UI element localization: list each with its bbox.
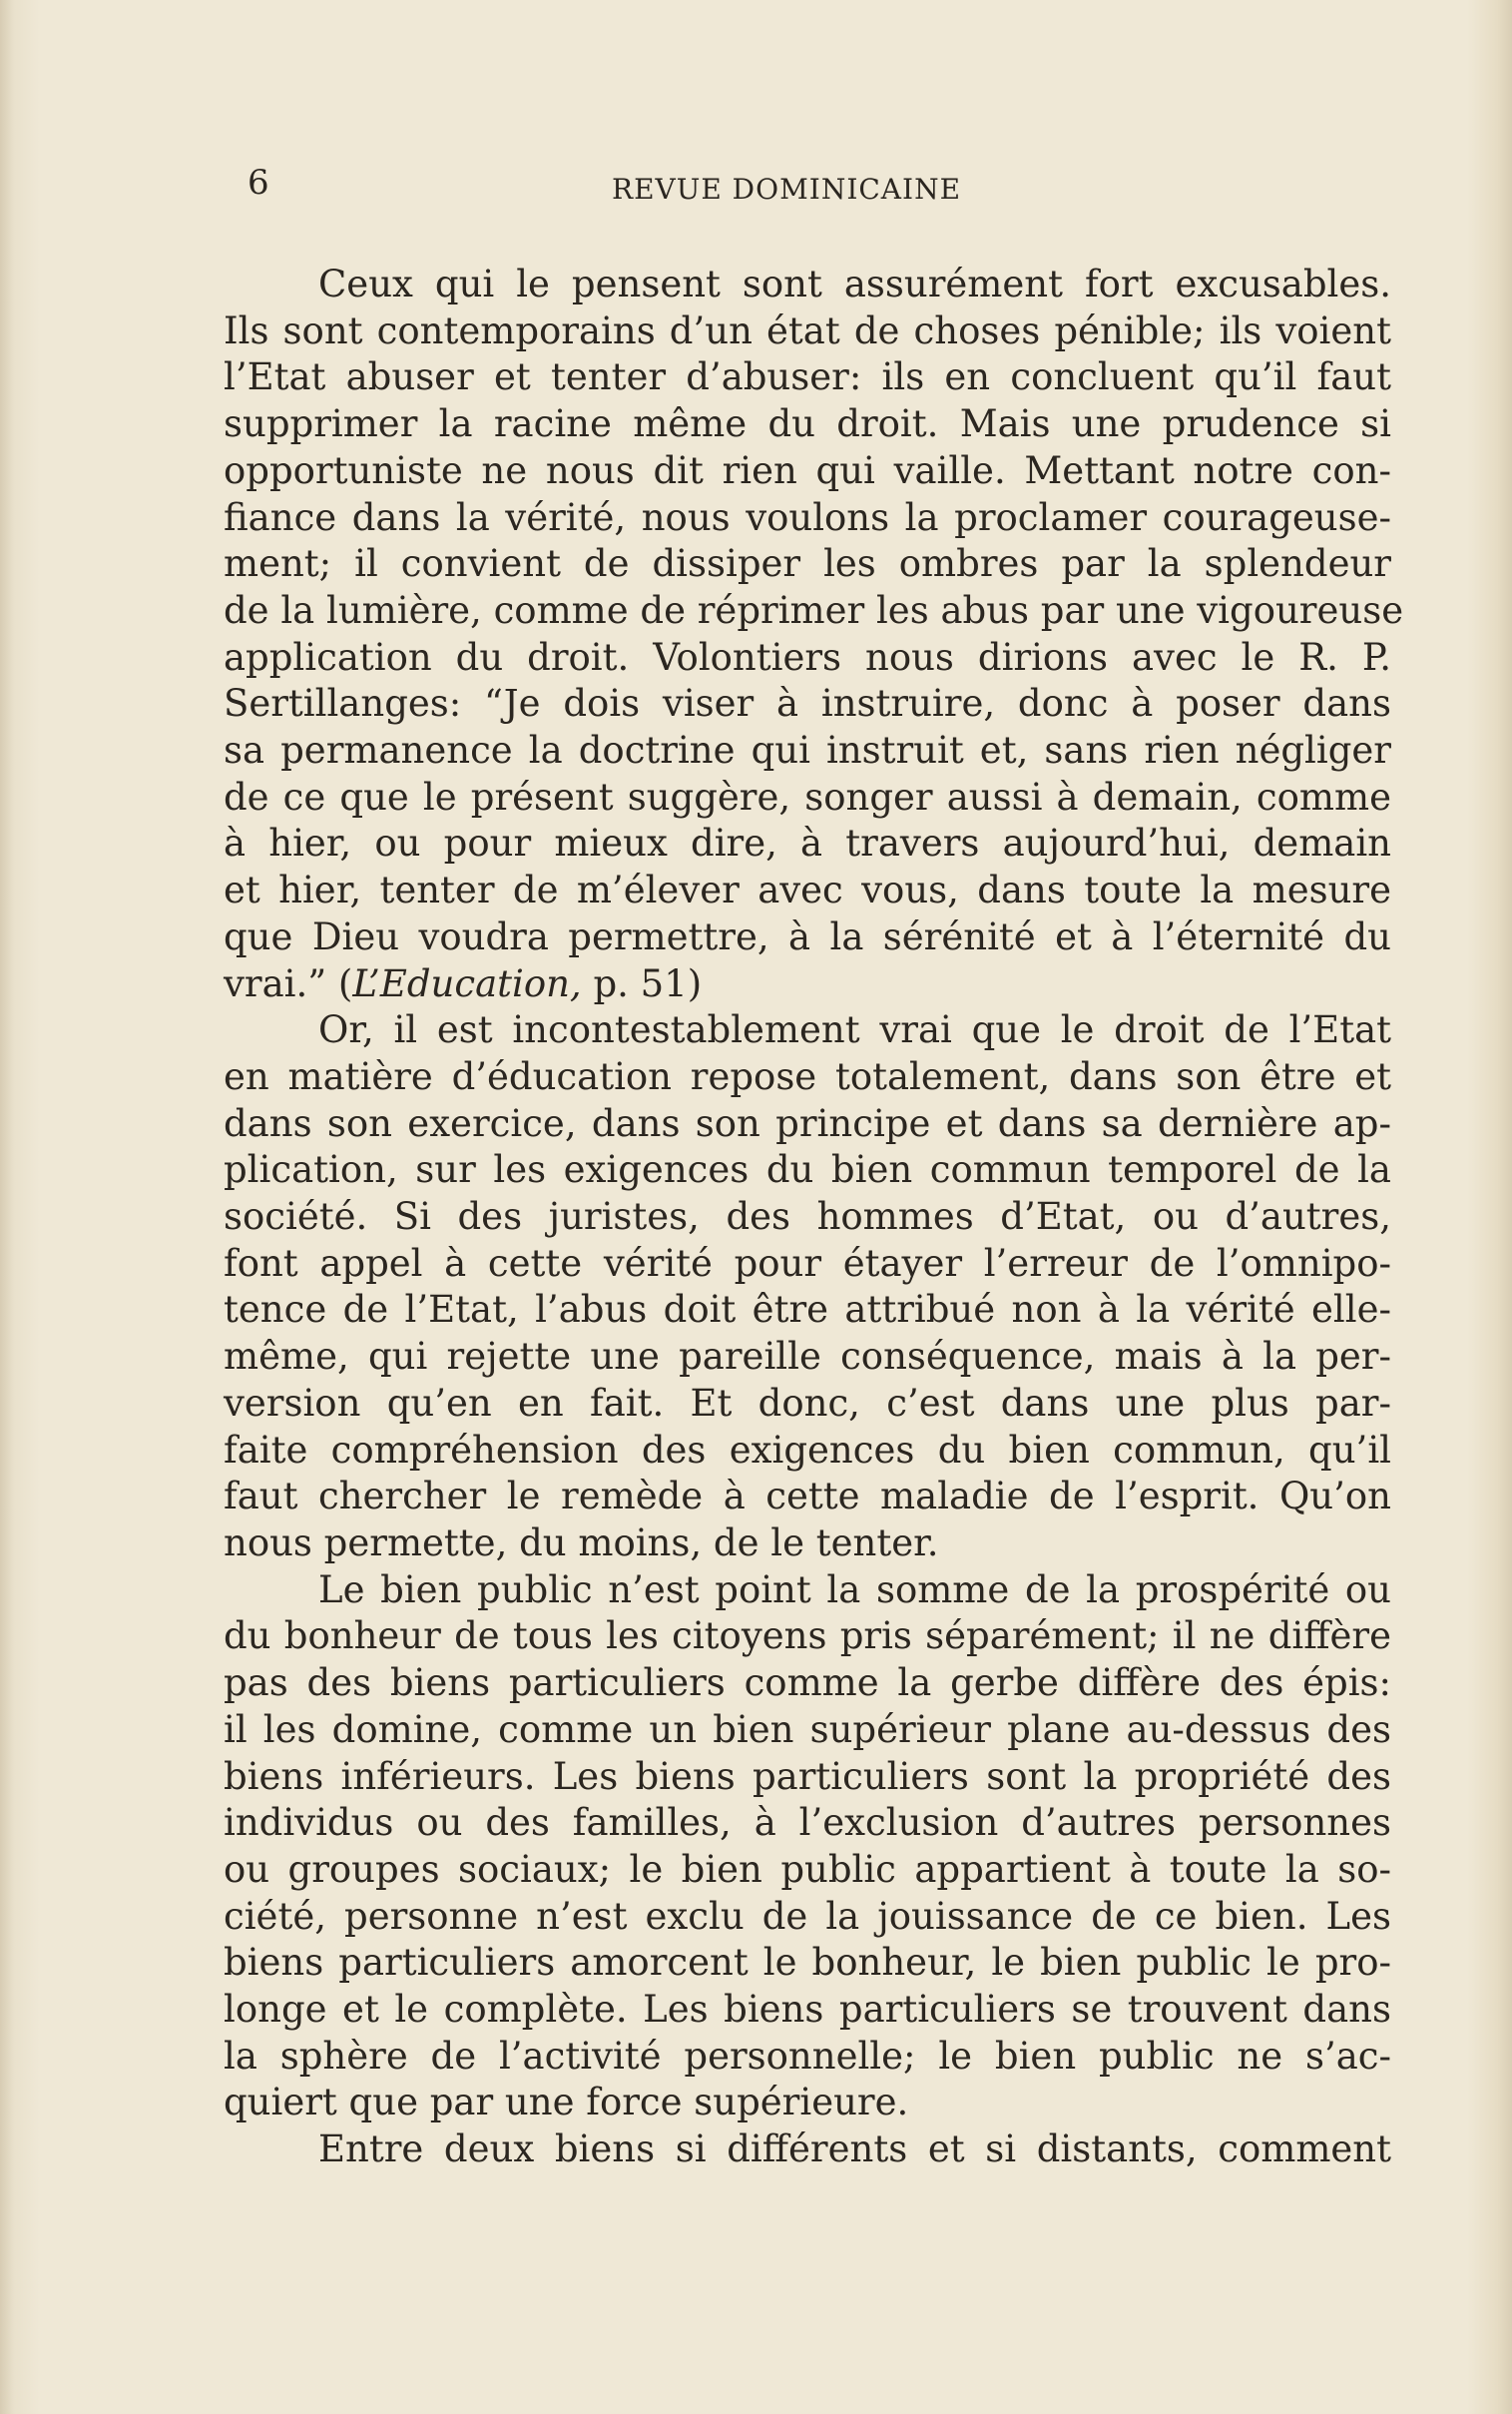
text-line: longe et le complète. Les biens particuliers se trouvent dans [224, 1988, 1391, 2032]
text-line: Sertillanges: “Je dois viser à instruire, donc à poser dans [224, 682, 1391, 726]
citation-suffix: p. 51) [581, 961, 703, 1005]
text-line: supprimer la racine même du droit. Mais une prudence si [224, 402, 1391, 446]
text-line: opportuniste ne nous dit rien qui vaille. Mettant notre con- [224, 448, 1391, 492]
text-line: version qu’en en fait. Et donc, c’est dans une plus par- [224, 1381, 1391, 1425]
text-line: biens inférieurs. Les biens particuliers sont la propriété des [224, 1754, 1391, 1798]
text-line: Or, il est incontestablement vrai que le droit de l’Etat [318, 1008, 1391, 1052]
text-line: faite compréhension des exigences du bien commun, qu’il [224, 1428, 1391, 1472]
text-line: l’Etat abuser et tenter d’abuser: ils en concluent qu’il faut [224, 355, 1391, 399]
text-line: même, qui rejette une pareille conséquence, mais à la per- [224, 1335, 1391, 1379]
text-line: pas des biens particuliers comme la gerbe diffère des épis: [224, 1661, 1391, 1705]
text-line: que Dieu voudra permettre, à la sérénité et à l’éternité du [224, 914, 1391, 958]
text-line: dans son exercice, dans son principe et dans sa dernière ap- [224, 1101, 1391, 1145]
text-line: à hier, ou pour mieux dire, à travers aujourd’hui, demain [224, 822, 1391, 866]
paragraph-4 [224, 2126, 1391, 2173]
citation-title: L’Education, [352, 961, 582, 1005]
text-line: nous permette, du moins, de le tenter. [224, 1520, 939, 1564]
text-line: société. Si des juristes, des hommes d’Etat, ou d’autres, [224, 1195, 1391, 1239]
text-line: Le bien public n’est point la somme de la prospérité ou [318, 1567, 1391, 1611]
page-number: 6 [248, 163, 269, 203]
text-line: de la lumière, comme de réprimer les abus par une vigoureuse [224, 588, 1404, 632]
text-line: font appel à cette vérité pour étayer l’erreur de l’omnipo- [224, 1241, 1391, 1285]
text-line: plication, sur les exigences du bien commun temporel de la [224, 1148, 1391, 1192]
text-line: fiance dans la vérité, nous voulons la proclamer courageuse- [224, 495, 1391, 539]
text-line: sa permanence la doctrine qui instruit et, sans rien négliger [224, 729, 1391, 773]
text-line: Ils sont contemporains d’un état de choses pénible; ils voient [224, 308, 1391, 352]
text-line: ciété, personne n’est exclu de la jouissance de ce bien. Les [224, 1894, 1391, 1938]
text-line: application du droit. Volontiers nous dirions avec le R. P. [224, 635, 1391, 679]
text-line-citation [224, 961, 1391, 1008]
text-line: la sphère de l’activité personnelle; le bien public ne s’ac- [224, 2034, 1391, 2078]
citation-prefix: vrai.” ( [224, 961, 353, 1005]
paragraph-2 [224, 1007, 1391, 1566]
text-line: il les domine, comme un bien supérieur plane au-dessus des [224, 1707, 1391, 1751]
text-line: tence de l’Etat, l’abus doit être attribué non à la vérité elle- [224, 1288, 1391, 1332]
text-line: et hier, tenter de m’élever avec vous, dans toute la mesure [224, 869, 1391, 912]
text-line: du bonheur de tous les citoyens pris séparément; il ne diffère [224, 1614, 1391, 1658]
text-line: individus ou des familles, à l’exclusion d’autres personnes [224, 1801, 1391, 1845]
text-line: quiert que par une force supérieure. [224, 2081, 909, 2124]
text-line: biens particuliers amorcent le bonheur, le bien public le pro- [224, 1941, 1391, 1985]
text-line: ou groupes sociaux; le bien public appartient à toute la so- [224, 1847, 1391, 1891]
running-title: REVUE DOMINICAINE [612, 173, 962, 206]
paragraph-1 [224, 262, 1404, 1007]
text-line: faut chercher le remède à cette maladie de l’esprit. Qu’on [224, 1475, 1391, 1518]
body-text [224, 262, 1404, 2173]
page-header [248, 163, 1325, 223]
text-line: Ceux qui le pensent sont assurément fort excusables. [318, 263, 1391, 305]
text-line: en matière d’éducation repose totalement, dans son être et [224, 1054, 1391, 1098]
text-line: Entre deux biens si différents et si distants, comment [318, 2127, 1391, 2171]
text-line: ment; il convient de dissiper les ombres par la splendeur [224, 542, 1391, 586]
text-line: de ce que le présent suggère, songer aussi à demain, comme [224, 775, 1391, 819]
paragraph-3 [224, 1567, 1391, 2126]
